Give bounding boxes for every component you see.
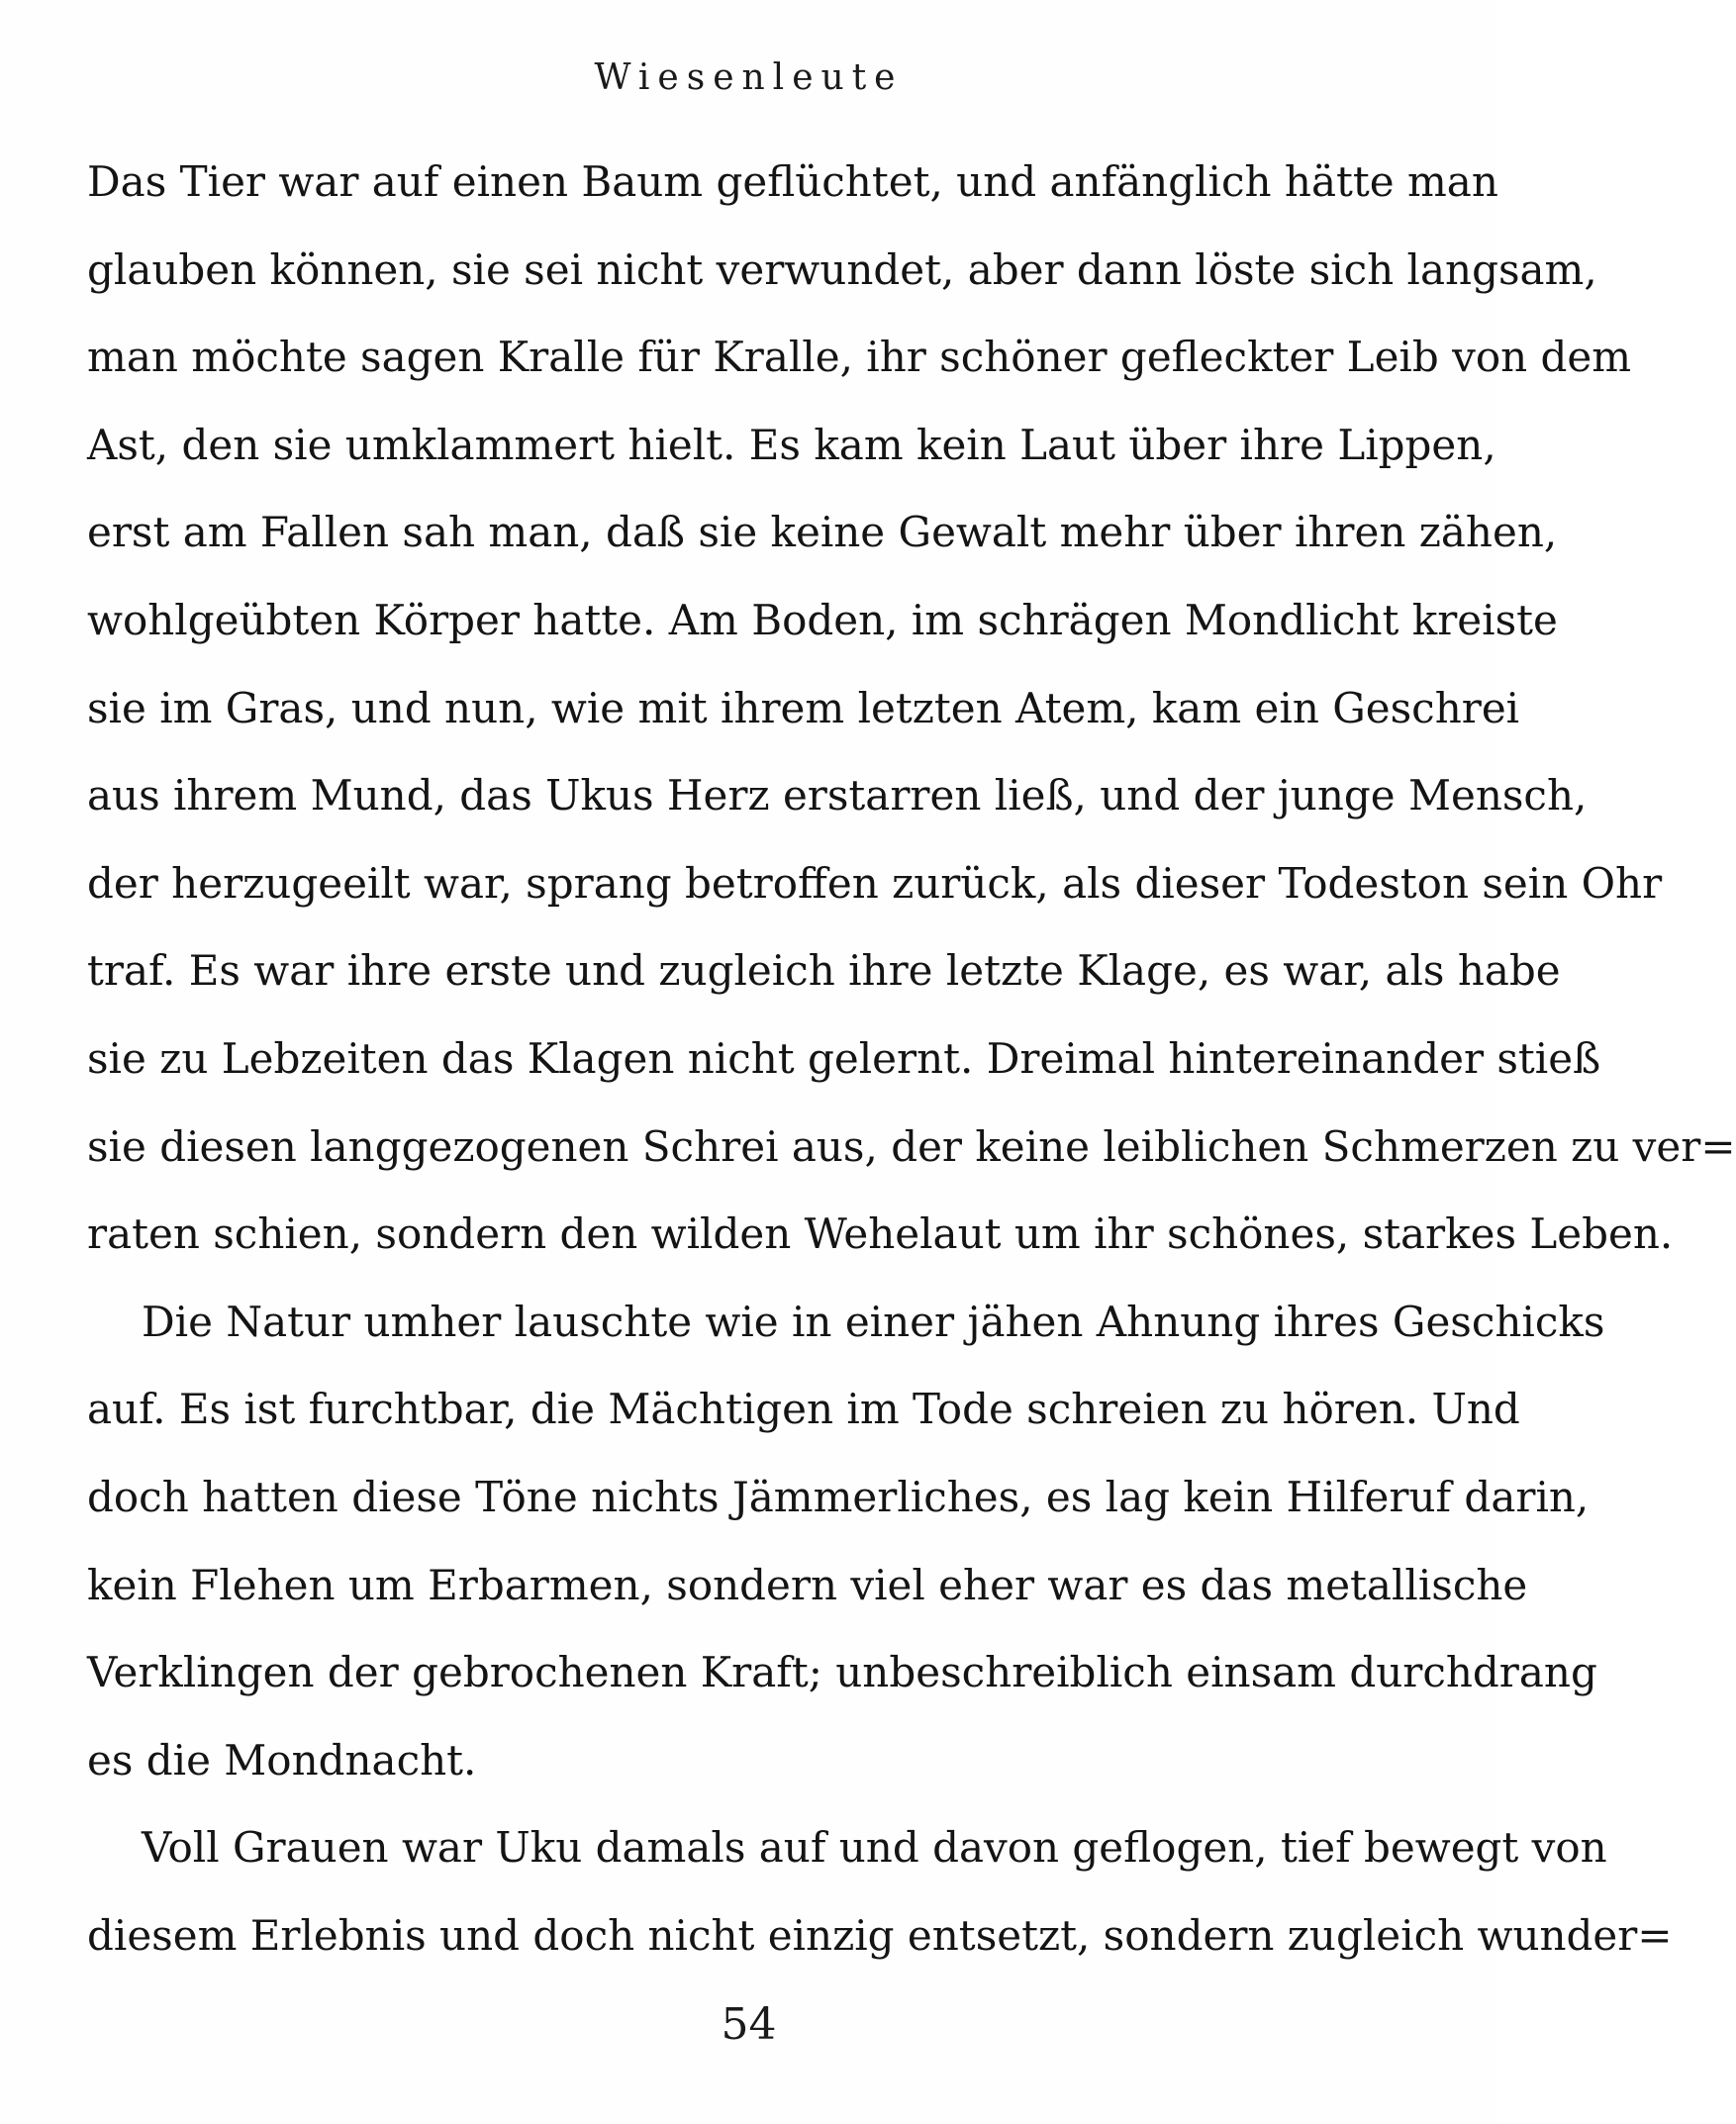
- text-line: aus ihrem Mund, das Ukus Herz erstarren ließ, und der junge Mensch,: [87, 771, 1588, 821]
- text-line: man möchte sagen Kralle für Kralle, ihr schöner gefleckter Leib von dem: [87, 333, 1632, 382]
- text-line: kein Flehen um Erbarmen, sondern viel eher war es das metallische: [87, 1560, 1528, 1609]
- text-line: Die Natur umher lauschte wie in einer jähen Ahnung ihres Geschicks: [142, 1297, 1605, 1346]
- text-line: sie diesen langgezogenen Schrei aus, der keine leiblichen Schmerzen zu ver=: [87, 1121, 1736, 1171]
- text-line: erst am Fallen sah man, daß sie keine Gewalt mehr über ihren zähen,: [87, 508, 1558, 557]
- text-line: sie im Gras, und nun, wie mit ihrem letzten Atem, kam ein Geschrei: [87, 683, 1520, 732]
- text-line: doch hatten diese Töne nichts Jämmerliches, es lag kein Hilferuf darin,: [87, 1472, 1590, 1521]
- text-line: auf. Es ist furchtbar, die Mächtigen im Tode schreien zu hören. Und: [87, 1385, 1520, 1434]
- body-text: [87, 139, 1736, 1979]
- text-line: es die Mondnacht.: [87, 1735, 477, 1785]
- page-number: 54: [721, 1999, 777, 2050]
- text-line: Verklingen der gebrochenen Kraft; unbeschreiblich einsam durchdrang: [87, 1648, 1597, 1697]
- text-line: Voll Grauen war Uku damals auf und davon geflogen, tief bewegt von: [142, 1823, 1607, 1873]
- text-line: Ast, den sie umklammert hielt. Es kam kein Laut über ihre Lippen,: [87, 420, 1496, 469]
- running-title: Wiesenleute: [594, 57, 904, 98]
- text-line: der herzugeeilt war, sprang betroffen zurück, als dieser Todeston sein Ohr: [87, 858, 1663, 908]
- text-line: Das Tier war auf einen Baum geflüchtet, und anfänglich hätte man: [87, 157, 1498, 206]
- text-line: raten schien, sondern den wilden Wehelaut um ihr schönes, starkes Leben.: [87, 1209, 1674, 1259]
- text-line: sie zu Lebzeiten das Klagen nicht gelernt. Dreimal hintereinander stieß: [87, 1033, 1601, 1083]
- text-line: wohlgeübten Körper hatte. Am Boden, im schrägen Mondlicht kreiste: [87, 595, 1558, 644]
- text-line: diesem Erlebnis und doch nicht einzig entsetzt, sondern zugleich wunder=: [87, 1910, 1673, 1960]
- text-line: traf. Es war ihre erste und zugleich ihre letzte Klage, es war, als habe: [87, 946, 1561, 996]
- text-line: glauben können, sie sei nicht verwundet, aber dann löste sich langsam,: [87, 244, 1597, 294]
